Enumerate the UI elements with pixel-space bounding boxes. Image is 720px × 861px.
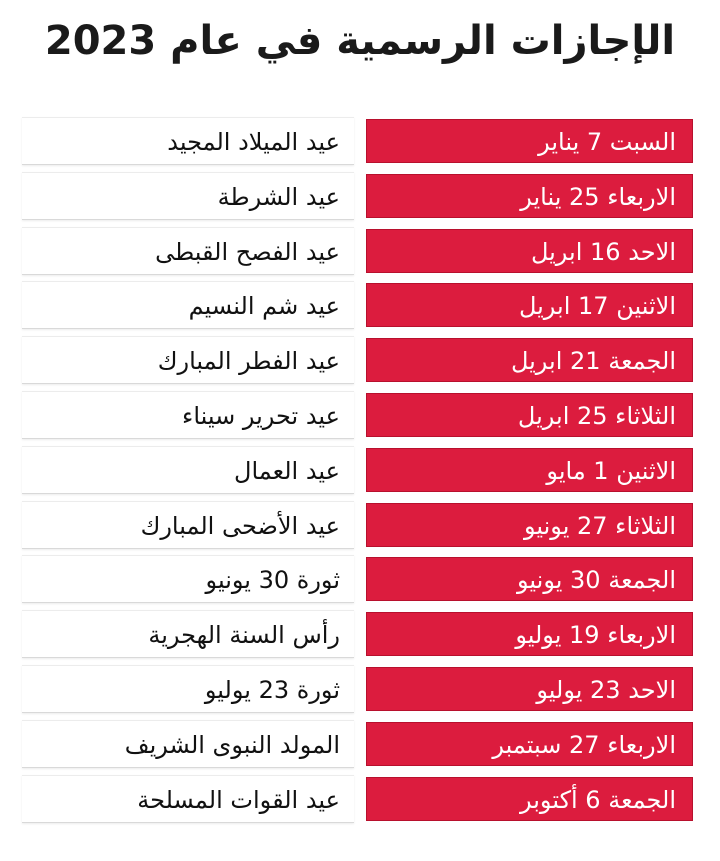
holiday-date: الثلاثاء 27 يونيو	[366, 503, 693, 547]
holiday-name: عيد الشرطة	[22, 172, 354, 220]
holiday-date: الاحد 16 ابريل	[366, 229, 693, 273]
holiday-name: عيد الميلاد المجيد	[22, 117, 354, 165]
holiday-date: الثلاثاء 25 ابريل	[366, 393, 693, 437]
holiday-name: عيد العمال	[22, 446, 354, 494]
holiday-name: عيد القوات المسلحة	[22, 775, 354, 823]
holiday-date: الاربعاء 19 يوليو	[366, 612, 693, 656]
holiday-name: عيد الفطر المبارك	[22, 336, 354, 384]
holiday-name: عيد تحرير سيناء	[22, 391, 354, 439]
holiday-name: عيد الفصح القبطى	[22, 227, 354, 275]
table-row	[22, 665, 710, 720]
holiday-date: الجمعة 6 أكتوبر	[366, 777, 693, 821]
holiday-date: الجمعة 30 يونيو	[366, 557, 693, 601]
table-row	[22, 446, 710, 501]
holiday-name: رأس السنة الهجرية	[22, 610, 354, 658]
holiday-date: الجمعة 21 ابريل	[366, 338, 693, 382]
holiday-name: المولد النبوى الشريف	[22, 720, 354, 768]
holiday-date: الاربعاء 25 يناير	[366, 174, 693, 218]
holiday-table	[22, 117, 710, 829]
table-row	[22, 720, 710, 775]
table-row	[22, 391, 710, 446]
table-row	[22, 117, 710, 172]
table-row	[22, 336, 710, 391]
table-row	[22, 555, 710, 610]
holiday-name: عيد الأضحى المبارك	[22, 501, 354, 549]
holiday-date: الاربعاء 27 سبتمبر	[366, 722, 693, 766]
holiday-name: ثورة 30 يونيو	[22, 555, 354, 603]
holiday-date: الاثنين 1 مايو	[366, 448, 693, 492]
table-row	[22, 501, 710, 556]
table-row	[22, 227, 710, 282]
holiday-name: عيد شم النسيم	[22, 281, 354, 329]
holiday-name: ثورة 23 يوليو	[22, 665, 354, 713]
table-row	[22, 172, 710, 227]
holiday-date: الاحد 23 يوليو	[366, 667, 693, 711]
table-row	[22, 775, 710, 830]
table-row	[22, 281, 710, 336]
page-title: الإجازات الرسمية في عام 2023	[44, 18, 676, 64]
holiday-date: الاثنين 17 ابريل	[366, 283, 693, 327]
table-row	[22, 610, 710, 665]
holiday-date: السبت 7 يناير	[366, 119, 693, 163]
